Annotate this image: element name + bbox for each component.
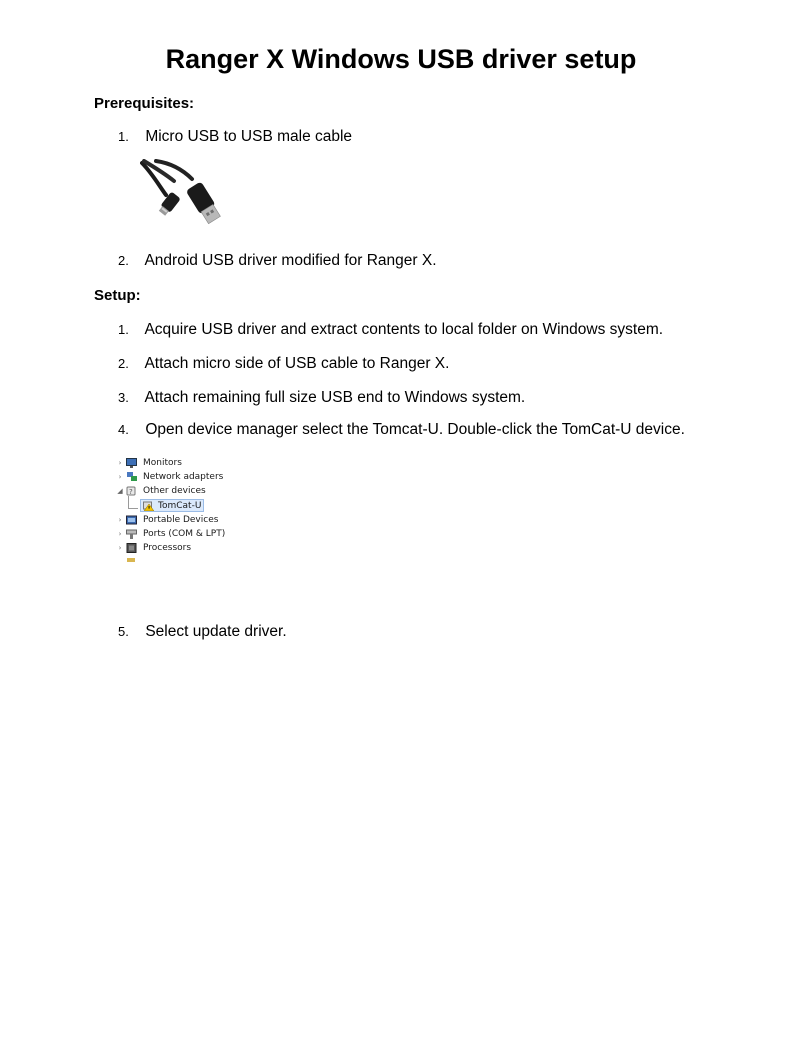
list-number: 2. [118, 253, 129, 268]
tree-row [116, 513, 248, 527]
list-item [118, 252, 437, 270]
tree-label: Portable Devices [143, 515, 219, 525]
list-number: 1. [118, 322, 129, 337]
list-item [118, 389, 525, 407]
expand-arrow-icon: › [118, 530, 122, 538]
list-text: Open device manager select the Tomcat-U. Double-click the TomCat-U device. [145, 421, 685, 438]
prerequisites-heading: Prerequisites: [94, 95, 195, 112]
tree-label: Monitors [143, 458, 182, 468]
list-number: 4. [118, 422, 129, 437]
list-number: 5. [118, 624, 129, 639]
list-item [118, 623, 287, 641]
tree-row [116, 541, 248, 555]
tree-label: Processors [143, 543, 192, 553]
tree-row [116, 527, 248, 541]
setup-heading: Setup: [94, 287, 141, 304]
expand-arrow-icon: › [118, 473, 122, 481]
tree-row [116, 484, 248, 498]
tree-label: Other devices [143, 486, 206, 496]
tree-row [116, 470, 248, 484]
tree-label: Network adapters [143, 472, 224, 482]
tree-row [116, 456, 248, 470]
processor-icon [126, 543, 137, 553]
list-item [118, 355, 449, 373]
warning-device-icon [143, 501, 154, 511]
tree-row-cut-off [126, 555, 186, 562]
expand-arrow-icon: › [118, 459, 122, 467]
tree-label: TomCat-U [158, 501, 202, 511]
list-item [118, 128, 352, 146]
list-text: Android USB driver modified for Ranger X. [144, 252, 437, 269]
monitor-icon [126, 458, 137, 468]
list-text: Attach micro side of USB cable to Ranger X. [144, 355, 450, 372]
expand-arrow-icon: › [118, 544, 122, 552]
expand-arrow-icon: › [118, 516, 122, 524]
device-icon [126, 557, 137, 562]
list-item [118, 321, 663, 339]
page-title: Ranger X Windows USB driver setup [165, 44, 637, 74]
other-devices-icon [126, 486, 137, 496]
tree-label: Ports (COM & LPT) [143, 529, 226, 539]
collapse-arrow-icon: ◢ [117, 487, 123, 495]
list-number: 1. [118, 129, 129, 144]
usb-cable-image [140, 159, 240, 227]
list-number: 2. [118, 356, 129, 371]
list-item [118, 421, 685, 439]
list-number: 3. [118, 390, 129, 405]
device-manager-screenshot [116, 454, 248, 562]
portable-device-icon [126, 515, 137, 525]
list-text: Attach remaining full size USB end to Windows system. [144, 389, 526, 406]
list-text: Select update driver. [145, 623, 287, 640]
network-icon [126, 472, 137, 482]
list-text: Micro USB to USB male cable [145, 128, 353, 145]
svg-text:?: ? [129, 488, 133, 496]
list-text: Acquire USB driver and extract contents to local folder on Windows system. [144, 321, 664, 338]
port-icon [126, 529, 137, 539]
tree-row-selected[interactable] [116, 499, 248, 513]
